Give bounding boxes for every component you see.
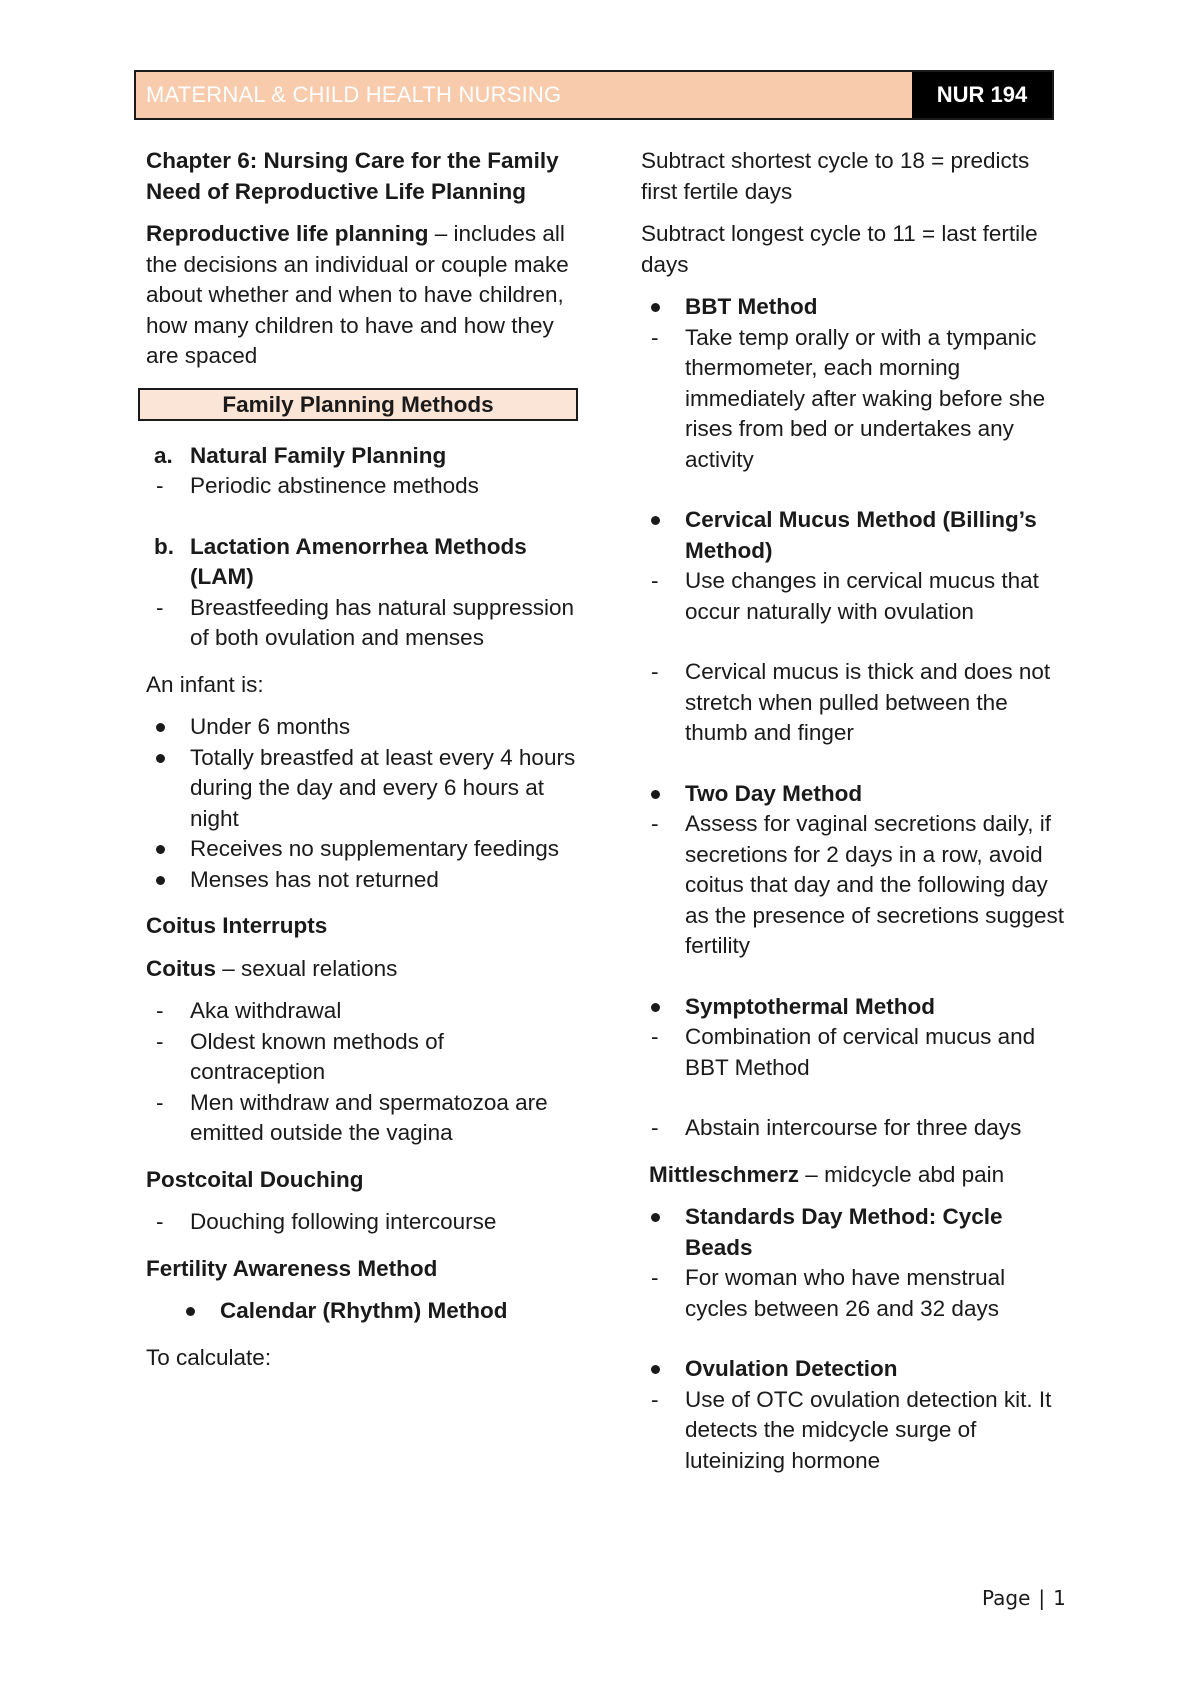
bullet-marker	[651, 790, 660, 799]
infant-item: Under 6 months	[190, 714, 351, 739]
lam-title: Lactation Amenorrhea Methods (LAM)	[190, 533, 527, 589]
dash-marker: -	[651, 1024, 659, 1049]
section-box-title: Family Planning Methods	[138, 388, 578, 421]
page-footer	[982, 1586, 1066, 1610]
dash-marker: -	[651, 659, 659, 684]
mucus-desc-2: Cervical mucus is thick and does not stretch when pulled between the thumb and finger	[685, 659, 1051, 745]
bbt-heading	[641, 292, 1071, 323]
sdm-title: Standards Day Method: Cycle Beads	[685, 1204, 1003, 1260]
list-item	[146, 1027, 576, 1088]
ovul-title: Ovulation Detection	[685, 1356, 898, 1381]
bullet-marker	[651, 1365, 660, 1374]
infant-item: Totally breastfed at least every 4 hours during the day and every 6 hours at night	[190, 744, 576, 831]
nfp-title: Natural Family Planning	[190, 442, 447, 468]
coitus-item: Men withdraw and spermatozoa are emitted outside the vagina	[190, 1089, 548, 1145]
bullet-marker	[156, 845, 165, 854]
bullet-marker	[186, 1307, 195, 1316]
list-item	[641, 1113, 1071, 1144]
lam-heading	[146, 532, 576, 593]
list-item	[641, 657, 1071, 749]
bullet-marker	[651, 303, 660, 312]
calc-intro: To calculate:	[146, 1344, 272, 1370]
coitus-definition	[146, 954, 576, 985]
infant-item: Menses has not returned	[190, 866, 439, 892]
sympto-desc-2: Abstain intercourse for three days	[685, 1115, 1022, 1140]
list-item	[146, 1088, 576, 1149]
twoday-heading	[641, 779, 1071, 810]
sympto-desc-1: Combination of cervical mucus and BBT Method	[685, 1024, 1036, 1080]
douching-title: Postcoital Douching	[146, 1166, 364, 1192]
list-item	[146, 865, 576, 896]
dash-marker: -	[156, 998, 164, 1023]
sympto-title: Symptothermal Method	[685, 993, 936, 1019]
bullet-marker	[651, 1003, 660, 1012]
bullet-marker	[651, 1213, 660, 1222]
bbt-title: BBT Method	[685, 294, 818, 319]
bullet-marker	[156, 876, 165, 885]
longest-cycle-rule: Subtract longest cycle to 11 = last fertile days	[641, 221, 1038, 277]
dash-marker: -	[156, 473, 164, 498]
right-column	[641, 146, 1071, 1476]
bbt-desc: Take temp orally or with a tympanic thermometer, each morning immediately after waking before she rises from bed or undertakes any activity	[685, 324, 1046, 472]
fam-title: Fertility Awareness Method	[146, 1255, 438, 1281]
rlp-term: Reproductive life planning	[146, 221, 429, 246]
chapter-title: Chapter 6: Nursing Care for the Family Need of Reproductive Life Planning	[146, 148, 559, 204]
ovul-desc: Use of OTC ovulation detection kit. It detects the midcycle surge of luteinizing hormone	[685, 1386, 1052, 1473]
twoday-desc: Assess for vaginal secretions daily, if secretions for 2 days in a row, avoid coitus that day and the following day as the presence of secretions suggest fertility	[685, 811, 1064, 958]
list-item	[146, 834, 576, 865]
rlp-def-text: – includes all the decisions an individual or couple make about whether and when to have children, how many children to have and how they are spaced	[146, 221, 569, 368]
coitus-item: Aka withdrawal	[190, 998, 342, 1023]
dash-marker: -	[651, 1386, 659, 1412]
page-label: Page	[982, 1586, 1031, 1610]
ovul-heading	[641, 1354, 1071, 1385]
page-header	[134, 70, 1054, 120]
douching-item: Douching following intercourse	[190, 1209, 497, 1234]
mucus-desc-1: Use changes in cervical mucus that occur naturally with ovulation	[685, 568, 1039, 624]
page-separator: |	[1038, 1586, 1046, 1610]
dash-marker: -	[156, 594, 164, 620]
dash-marker: -	[156, 1209, 164, 1234]
infant-item: Receives no supplementary feedings	[190, 836, 559, 861]
shortest-cycle-rule: Subtract shortest cycle to 18 = predicts first fertile days	[641, 148, 1030, 204]
calendar-title: Calendar (Rhythm) Method	[220, 1298, 508, 1323]
list-item	[641, 1263, 1071, 1324]
list-item	[641, 1385, 1071, 1477]
bullet-marker	[156, 723, 165, 732]
list-item	[146, 743, 576, 835]
sdm-heading	[641, 1202, 1071, 1263]
course-title: MATERNAL & CHILD HEALTH NURSING	[136, 72, 912, 118]
calendar-heading	[146, 1296, 576, 1327]
left-column	[146, 146, 576, 1389]
mucus-heading	[641, 505, 1071, 566]
course-code: NUR 194	[912, 72, 1052, 118]
list-item	[641, 1022, 1071, 1083]
list-item	[146, 996, 576, 1027]
rlp-definition	[146, 219, 576, 372]
mittel-def-text: – midcycle abd pain	[799, 1161, 1005, 1187]
infant-intro: An infant is:	[146, 671, 264, 697]
bullet-marker	[651, 516, 660, 525]
twoday-title: Two Day Method	[685, 780, 863, 806]
dash-marker: -	[156, 1028, 164, 1054]
dash-marker: -	[156, 1089, 164, 1115]
list-item	[146, 1207, 576, 1238]
sdm-desc: For woman who have menstrual cycles between 26 and 32 days	[685, 1265, 1006, 1321]
mittel-definition	[649, 1160, 1071, 1191]
list-item	[146, 712, 576, 743]
dash-marker: -	[651, 1115, 659, 1140]
coitus-term: Coitus	[146, 955, 216, 981]
list-item	[641, 323, 1071, 476]
nfp-marker: a.	[154, 442, 173, 468]
nfp-heading	[146, 441, 576, 472]
list-item	[641, 809, 1071, 962]
dash-marker: -	[651, 324, 659, 350]
lam-marker: b.	[154, 533, 174, 559]
mittel-term: Mittleschmerz	[649, 1161, 800, 1187]
coitus-def-text: – sexual relations	[216, 955, 398, 981]
dash-marker: -	[651, 1265, 659, 1290]
nfp-desc: Periodic abstinence methods	[190, 473, 479, 498]
coitus-item: Oldest known methods of contraception	[190, 1028, 444, 1084]
list-item	[146, 471, 576, 502]
bullet-marker	[156, 754, 165, 763]
mucus-title: Cervical Mucus Method (Billing’s Method)	[685, 507, 1037, 563]
coitus-interrupts-title: Coitus Interrupts	[146, 913, 328, 938]
list-item	[146, 593, 576, 654]
list-item	[641, 566, 1071, 627]
dash-marker: -	[651, 811, 659, 836]
lam-desc: Breastfeeding has natural suppression of both ovulation and menses	[190, 594, 574, 650]
page-number: 1	[1053, 1586, 1066, 1610]
sympto-heading	[641, 992, 1071, 1023]
dash-marker: -	[651, 568, 659, 593]
